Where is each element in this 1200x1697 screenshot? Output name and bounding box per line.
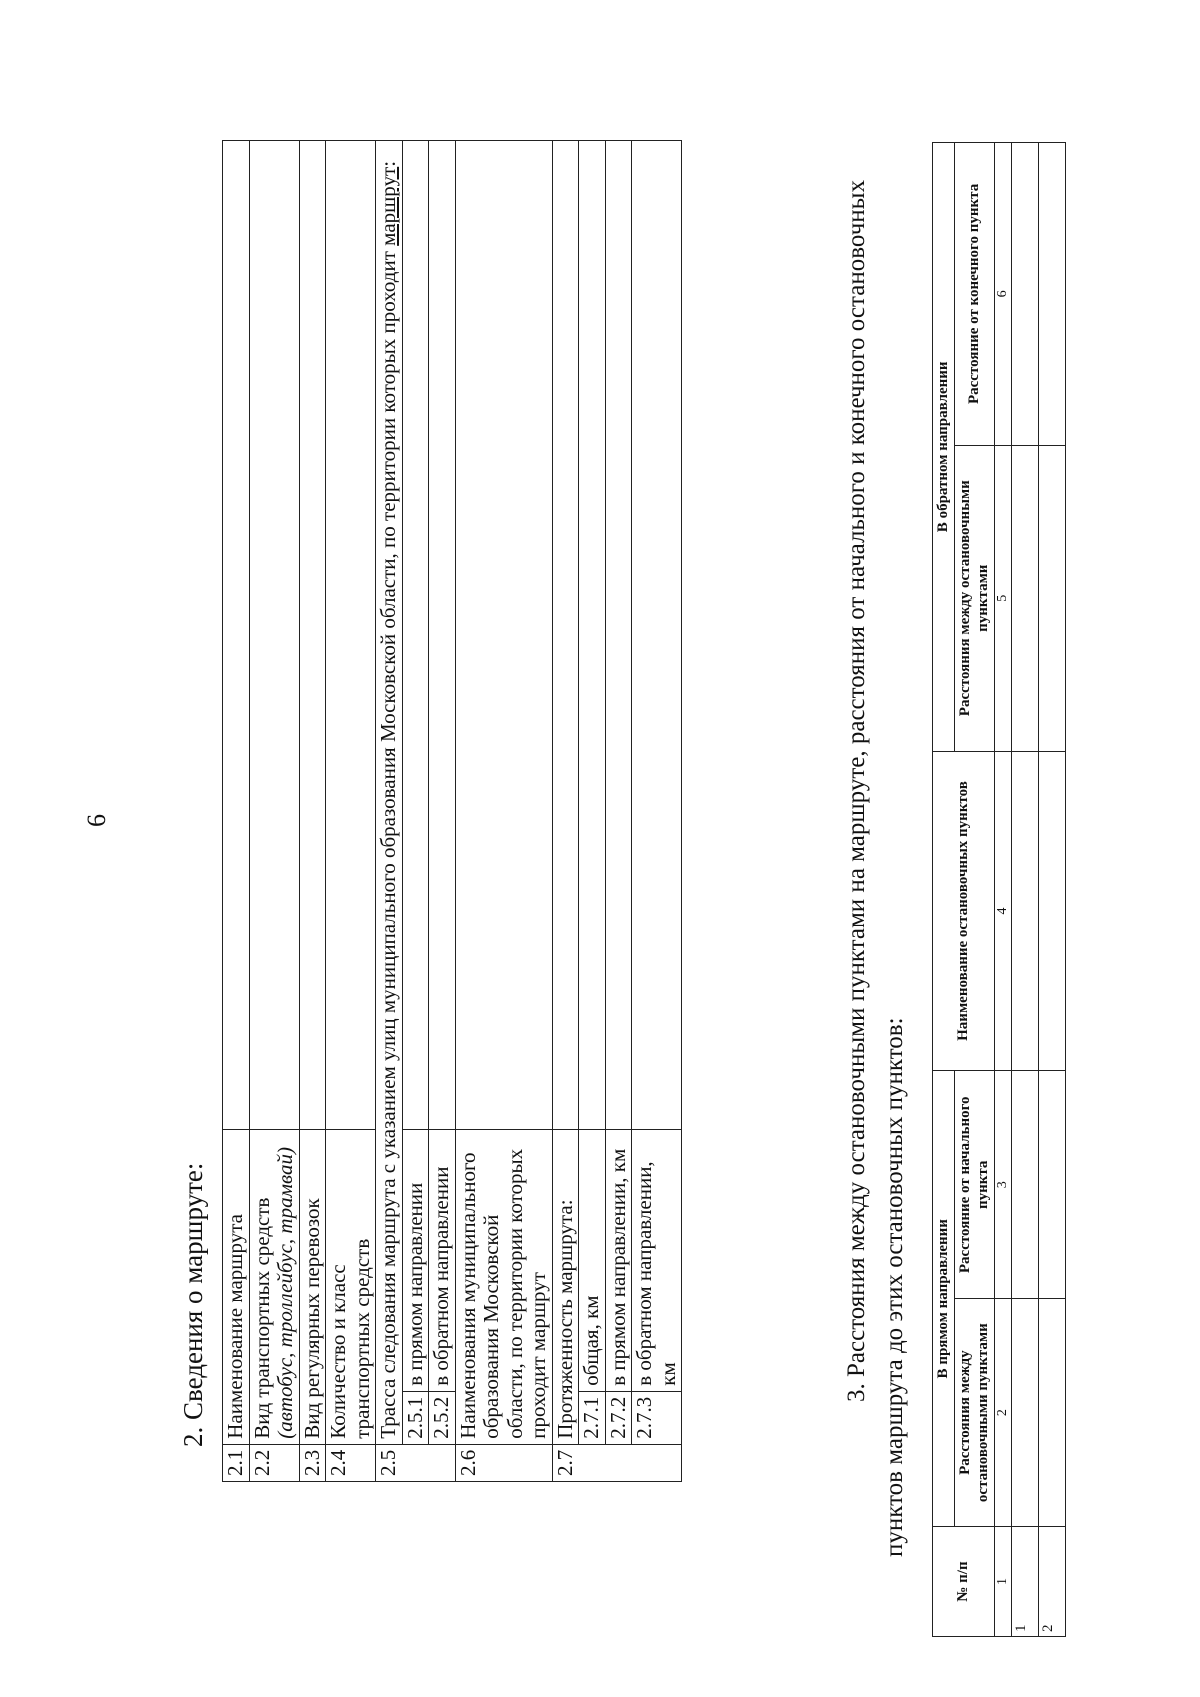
table-row [429, 141, 456, 1482]
sub-row-label: общая, км [579, 1129, 606, 1391]
row-value [299, 141, 326, 1130]
sub-row-number: 2.5.2 [429, 1391, 456, 1444]
group-header-backward: В обратном направлении [933, 143, 955, 752]
table-cell [1038, 751, 1065, 1071]
row-number: 2.7 [552, 1444, 682, 1481]
row-value [579, 141, 606, 1130]
row-value [455, 141, 552, 1130]
sub-row-number: 2.7.3 [632, 1391, 682, 1444]
table-row [326, 141, 376, 1482]
table-cell [1011, 445, 1038, 751]
table-cell [1038, 1299, 1065, 1527]
column-index: 5 [994, 445, 1011, 751]
table-row [579, 141, 606, 1482]
row-value [552, 141, 579, 1130]
row-label-text: Трасса следования маршрута с указанием улиц муниципального образования Московской области, по территории которых проходит [376, 251, 401, 1439]
page-number: 6 [82, 814, 111, 827]
table-cell [1038, 1071, 1065, 1299]
table-row [632, 141, 682, 1482]
table-cell [1038, 143, 1065, 446]
sub-row-number: 2.7.2 [605, 1391, 632, 1444]
section-3-title: 3. Расстояния между остановочными пунктами на маршруте, расстояния от начального и конечного остановочных пунктов маршрута до этих остановочных пунктов: [843, 180, 908, 1557]
row-value [249, 141, 299, 1130]
route-info-table [222, 140, 682, 1482]
table-row [402, 141, 429, 1482]
table-row [605, 141, 632, 1482]
row-label [376, 141, 403, 1445]
row-number: 2 [1038, 1527, 1065, 1637]
sub-row-number: 2.7.1 [579, 1391, 606, 1444]
row-label: Протяженность маршрута: [552, 1129, 579, 1444]
row-number: 2.2 [249, 1444, 299, 1481]
section-2-title: 2. Сведения о маршруте: [178, 1162, 208, 1447]
table-row [1038, 143, 1065, 1637]
sub-row-label: в прямом направлении, км [605, 1129, 632, 1391]
table-row [249, 141, 299, 1482]
row-number: 2.3 [299, 1444, 326, 1481]
table-row [1011, 143, 1038, 1637]
column-index: 3 [994, 1071, 1011, 1299]
stop-distances-table [932, 142, 1066, 1637]
col-header-from-start: Расстояние от начального пункта [955, 1071, 995, 1299]
table-row [299, 141, 326, 1482]
row-label-tail: : [376, 160, 401, 167]
column-index-row [994, 143, 1011, 1637]
col-header-between-backward: Расстояния между остановочными пунктами [955, 445, 995, 751]
sub-row-label: в обратном направлении, км [632, 1129, 682, 1391]
table-cell [1011, 1299, 1038, 1527]
row-label-text: Вид транспортных средств [249, 1197, 274, 1439]
table-row [455, 141, 552, 1482]
row-number: 2.6 [455, 1444, 552, 1481]
col-header-number: № п/п [933, 1527, 995, 1637]
table-row [223, 141, 250, 1482]
sub-row-label: в обратном направлении [429, 1129, 456, 1391]
table-cell [1011, 751, 1038, 1071]
row-value [429, 141, 456, 1130]
row-number: 2.5 [376, 1444, 456, 1481]
table-cell [1011, 143, 1038, 446]
column-index: 4 [994, 751, 1011, 1071]
row-value [632, 141, 682, 1130]
row-label: Наименование маршрута [223, 1129, 250, 1444]
row-label [249, 1129, 299, 1444]
table-header-row [933, 143, 955, 1637]
column-index: 6 [994, 143, 1011, 446]
col-header-between-forward: Расстояния между остановочными пунктами [955, 1299, 995, 1527]
table-row [376, 141, 403, 1482]
row-label-underlined: маршрут [376, 166, 401, 246]
row-number: 2.4 [326, 1444, 376, 1481]
row-value [402, 141, 429, 1130]
row-value [605, 141, 632, 1130]
column-index: 1 [994, 1527, 1011, 1637]
row-label: Количество и класс транспортных средств [326, 1129, 376, 1444]
table-cell [1038, 445, 1065, 751]
col-header-from-end: Расстояние от конечного пункта [955, 143, 995, 446]
row-label: Наименования муниципального образования Московской области, по территории которых проходит маршрут [455, 1129, 552, 1444]
sub-row-label: в прямом направлении [402, 1129, 429, 1391]
sub-row-number: 2.5.1 [402, 1391, 429, 1444]
col-header-stop-name: Наименование остановочных пунктов [933, 751, 995, 1071]
group-header-forward: В прямом направлении [933, 1071, 955, 1527]
row-value [223, 141, 250, 1130]
row-value [326, 141, 376, 1130]
table-cell [1011, 1071, 1038, 1299]
row-label: Вид регулярных перевозок [299, 1129, 326, 1444]
row-number: 1 [1011, 1527, 1038, 1637]
row-number: 2.1 [223, 1444, 250, 1481]
row-label-italic: (автобус, троллейбус, трамвай) [273, 1147, 298, 1439]
column-index: 2 [994, 1299, 1011, 1527]
table-row [552, 141, 579, 1482]
